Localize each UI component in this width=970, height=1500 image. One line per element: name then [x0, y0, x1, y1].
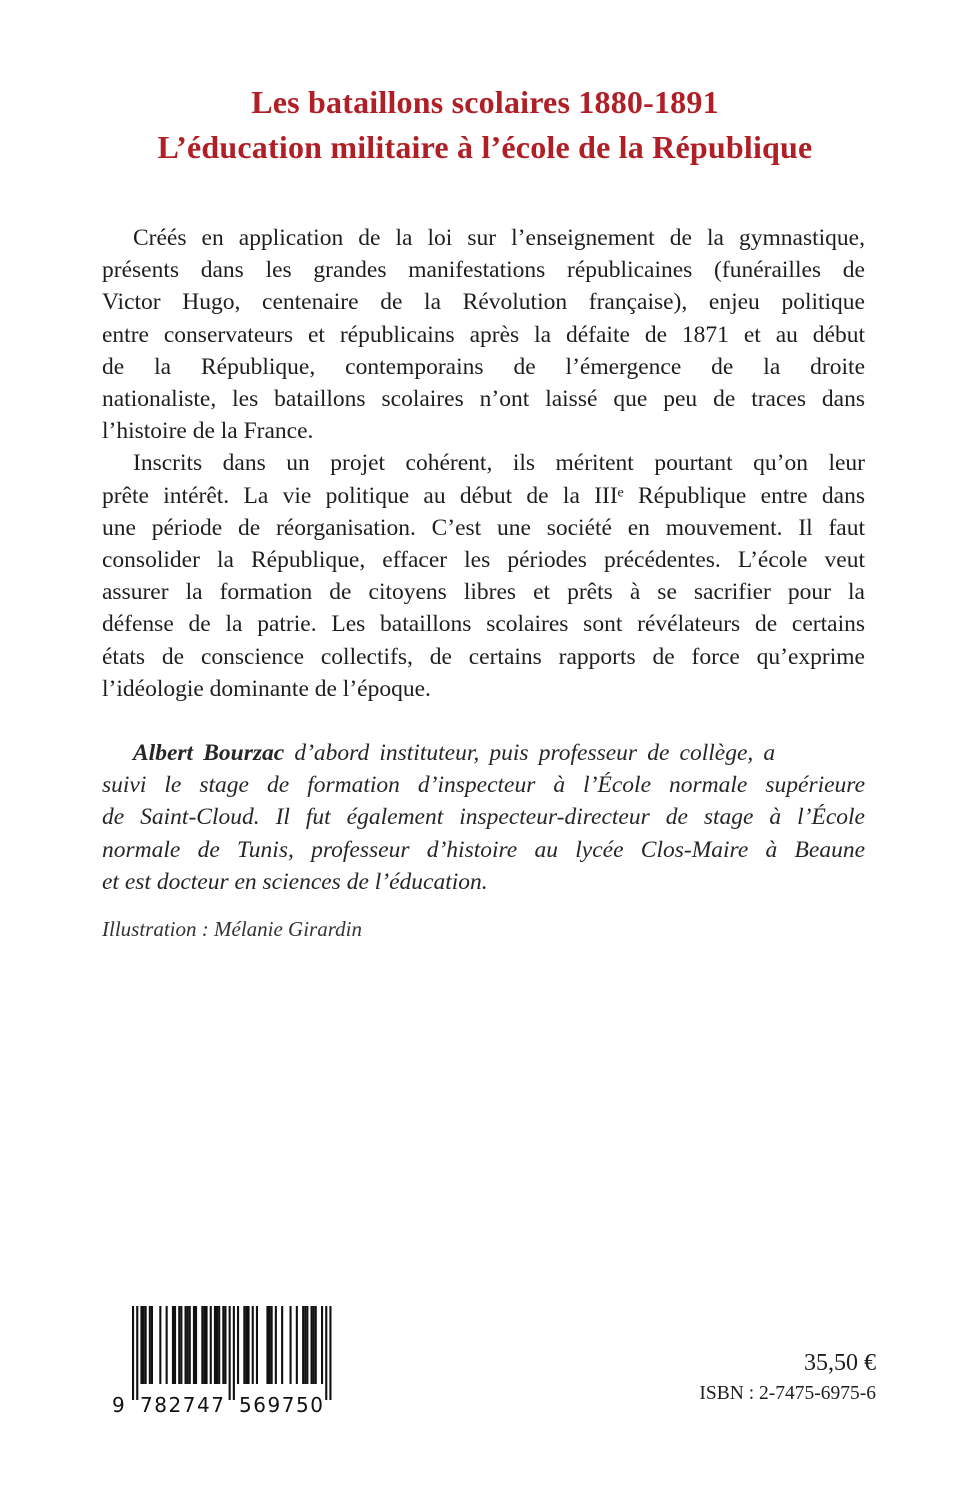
- author-bio-line: normale de Tunis, professeur d’histoire au lycée Clos-Maire à Beaune: [102, 836, 865, 863]
- back-cover-text: [102, 222, 865, 944]
- title-block: [0, 80, 970, 170]
- paragraph-2-line: défense de la patrie. Les bataillons scolaires sont révélateurs de certains: [102, 611, 865, 638]
- svg-text:569750: 569750: [239, 1393, 323, 1416]
- author-bio: [102, 737, 865, 898]
- author-bio-lines: [102, 769, 865, 898]
- svg-text:9: 9: [112, 1393, 125, 1416]
- book-title: Les bataillons scolaires 1880-1891: [251, 84, 719, 120]
- paragraph-2-line: une période de réorganisation. C’est une société en mouvement. Il faut: [102, 514, 865, 541]
- svg-text:782747: 782747: [140, 1393, 224, 1416]
- paragraph-2-line: consolider la République, effacer les périodes précédentes. L’école veut: [102, 547, 865, 574]
- price-block: [699, 1348, 876, 1409]
- paragraph-1-line: l’histoire de la France.: [102, 418, 314, 445]
- book-subtitle: L’éducation militaire à l’école de la République: [157, 129, 813, 165]
- isbn: ISBN : 2-7475-6975-6: [699, 1383, 876, 1404]
- paragraph-1-line: entre conservateurs et républicains après la défaite de 1871 et au début: [102, 321, 865, 348]
- paragraph-1-line: Créés en application de la loi sur l’enseignement de la gymnastique,: [133, 225, 865, 251]
- author-name: Albert Bourzac: [133, 740, 285, 767]
- paragraph-1-line: Victor Hugo, centenaire de la Révolution française), enjeu politique: [102, 289, 865, 316]
- paragraph-2-line: prête intérêt. La vie politique au début de la IIIᵉ République entre dans: [102, 482, 865, 509]
- paragraph-2-line: assurer la formation de citoyens libres et prêts à se sacrifier pour la: [102, 579, 865, 606]
- author-bio-line: [102, 737, 865, 769]
- paragraph-1: [102, 222, 865, 447]
- paragraph-2-line: l’idéologie dominante de l’époque.: [102, 675, 431, 702]
- paragraph-1-line: nationaliste, les bataillons scolaires n’ont laissé que peu de traces dans: [102, 386, 865, 413]
- barcode: [106, 1304, 346, 1416]
- price: 35,50 €: [804, 1350, 876, 1376]
- paragraph-2: [102, 447, 865, 705]
- illustration-credit: Illustration : Mélanie Girardin: [102, 917, 362, 942]
- author-bio-line: et est docteur en sciences de l’éducation.: [102, 868, 488, 895]
- author-bio-text: d’abord instituteur, puis professeur de collège, a: [294, 740, 776, 767]
- paragraph-1-line: de la République, contemporains de l’émergence de la droite: [102, 353, 865, 380]
- author-bio-line: suivi le stage de formation d’inspecteur à l’École normale supérieure: [102, 772, 865, 799]
- barcode-image: [106, 1304, 346, 1416]
- paragraph-2-line: états de conscience collectifs, de certains rapports de force qu’exprime: [102, 643, 865, 670]
- paragraph-1-line: présents dans les grandes manifestations républicaines (funérailles de: [102, 257, 865, 284]
- author-bio-line: de Saint-Cloud. Il fut également inspecteur-directeur de stage à l’École: [102, 804, 865, 831]
- paragraph-2-line: Inscrits dans un projet cohérent, ils méritent pourtant qu’on leur: [133, 450, 865, 477]
